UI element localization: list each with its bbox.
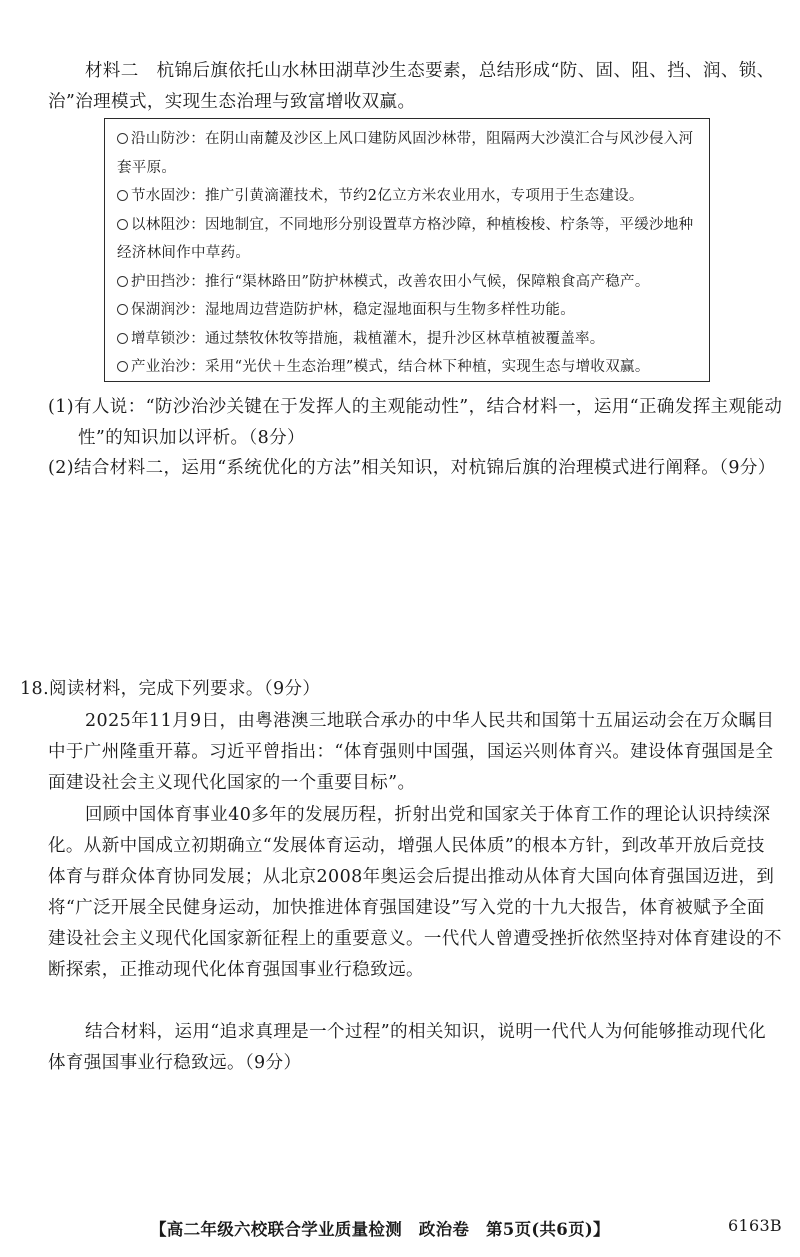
box-item-3: 以林阻沙：因地制宜，不同地形分别设置草方格沙障，种植梭梭、柠条等，平缓沙地种经济林间作中草药。 (117, 216, 694, 261)
circle-bullet-icon (117, 133, 128, 144)
box-item-6: 增草锁沙：通过禁牧休牧等措施，栽植灌木，提升沙区林草植被覆盖率。 (117, 325, 699, 354)
question-18-paragraph-2: 回顾中国体育事业40多年的发展历程，折射出党和国家关于体育工作的理论认识持续深化。从新中国成立初期确立“发展体育运动，增强人民体质”的根本方针，到改革开放后竞技体育与群众体育协同发展；从北京2008年奥运会后提出推动从体育大国向体育强国迈进，到将“广泛开展全民健身运动，加快推进体育强国建设”写入党的十九大报告，体育被赋予全面建设社会主义现代化国家新征程上的重要意义。一代代人曾遭受挫折依然坚持对体育建设的不断探索，正推动现代化体育强国事业行稳致远。 (48, 805, 782, 980)
box-item-2: 节水固沙：推广引黄滴灌技术，节约2亿立方米农业用水，专项用于生态建设。 (117, 182, 699, 211)
box-item-1: 沿山防沙：在阴山南麓及沙区上风口建防风固沙林带，阻隔两大沙漠汇合与风沙侵入河套平原。 (117, 131, 694, 176)
question-18-heading: 18.阅读材料，完成下列要求。（9分） (20, 679, 321, 699)
material-two-paragraph: 材料二 杭锦后旗依托山水林田湖草沙生态要素，总结形成“防、固、阻、挡、润、锁、治”治理模式，实现生态治理与致富增收双赢。 (48, 61, 775, 112)
box-item-5: 保湖润沙：湿地周边营造防护林，稳定湿地面积与生物多样性功能。 (117, 296, 699, 325)
circle-bullet-icon (117, 333, 128, 344)
question-1: (1)有人说：“防沙治沙关键在于发挥人的主观能动性”，结合材料一，运用“正确发挥主观能动性”的知识加以评析。（8分） (48, 397, 783, 448)
page-footer (0, 1216, 800, 1246)
question-18-paragraph-1: 2025年11月9日，由粤港澳三地联合承办的中华人民共和国第十五届运动会在万众瞩目中于广州隆重开幕。习近平曾指出：“体育强则中国强，国运兴则体育兴。建设体育强国是全面建设社会主义现代化国家的一个重要目标”。 (48, 711, 775, 793)
circle-bullet-icon (117, 219, 128, 230)
material-two-box (104, 118, 710, 382)
box-item-7: 产业治沙：采用“光伏＋生态治理”模式，结合林下种植，实现生态与增收双赢。 (117, 353, 699, 382)
question-2: (2)结合材料二，运用“系统优化的方法”相关知识，对杭锦后旗的治理模式进行阐释。（9分） (48, 458, 776, 478)
circle-bullet-icon (117, 276, 128, 287)
box-item-4: 护田挡沙：推行“渠林路田”防护林模式，改善农田小气候，保障粮食高产稳产。 (117, 268, 699, 297)
footer-code: 6163B (728, 1216, 782, 1235)
circle-bullet-icon (117, 304, 128, 315)
circle-bullet-icon (117, 190, 128, 201)
footer-title: 【高二年级六校联合学业质量检测 政治卷 第5页(共6页)】 (150, 1220, 610, 1239)
question-18-prompt: 结合材料，运用“追求真理是一个过程”的相关知识，说明一代代人为何能够推动现代化体育强国事业行稳致远。（9分） (48, 1022, 766, 1073)
circle-bullet-icon (117, 361, 128, 372)
